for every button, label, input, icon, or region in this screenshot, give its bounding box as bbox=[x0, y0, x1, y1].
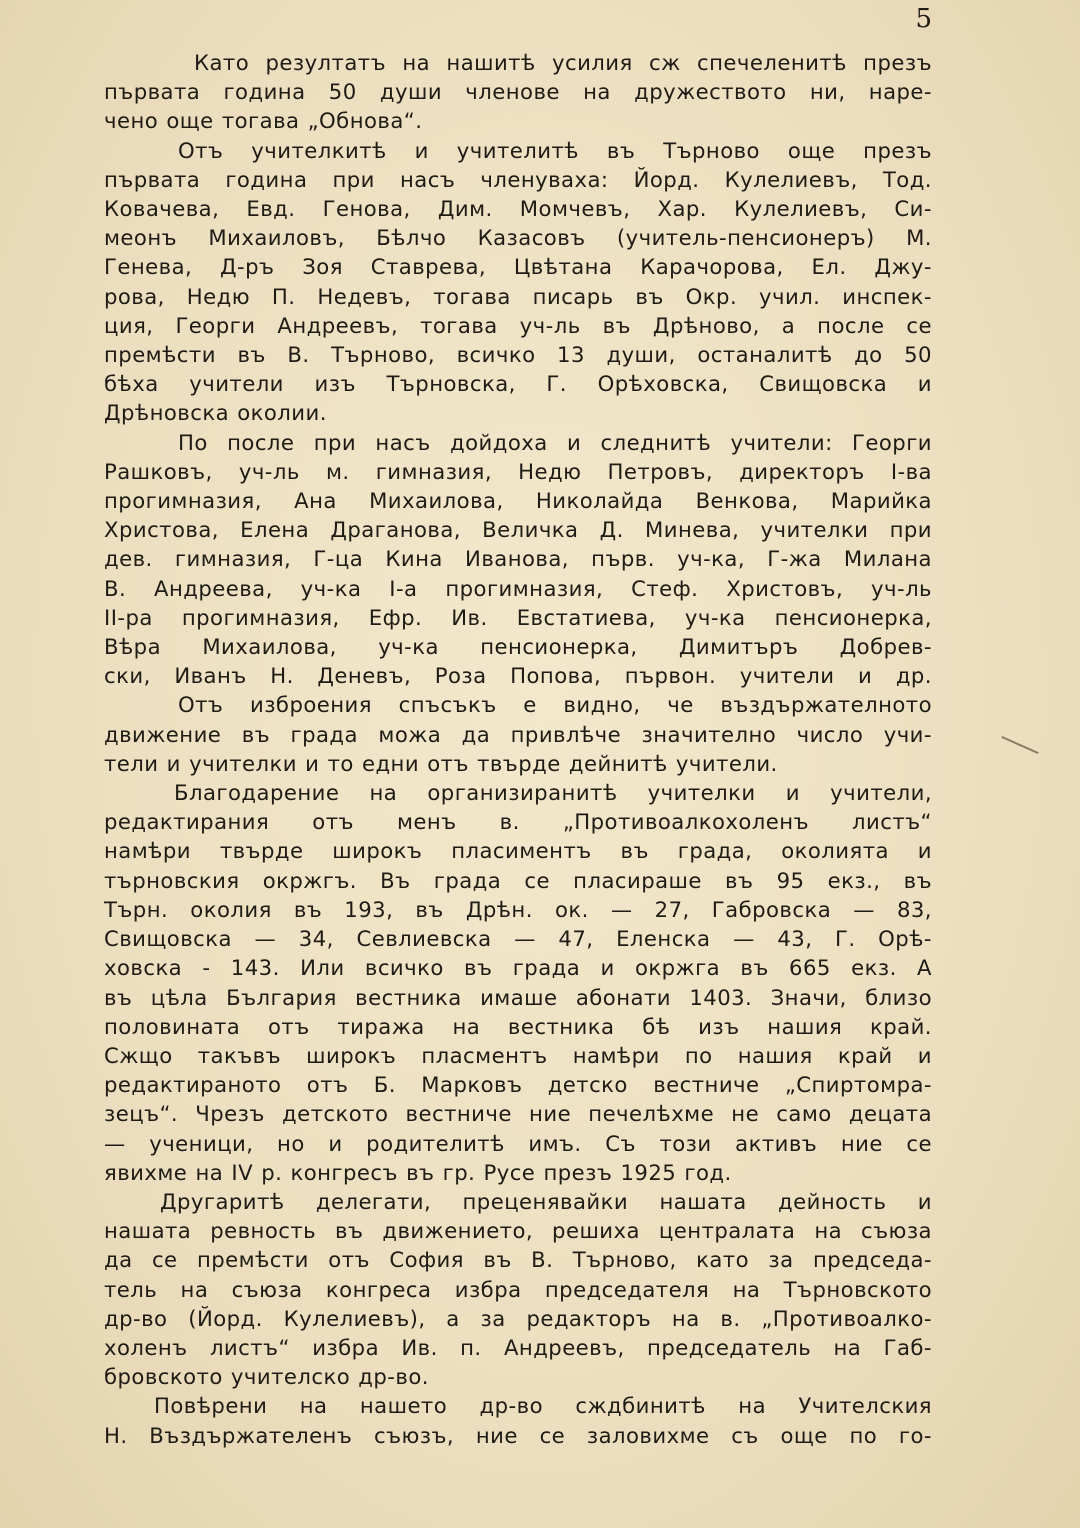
text-line: меонъ Михаиловъ, Бѣлчо Казасовъ (учитель-пенсионеръ) М. bbox=[104, 225, 932, 251]
text-line: II-ра прогимназия, Ефр. Ив. Евстатиева, уч-ка пенсионерка, bbox=[104, 604, 932, 630]
text-line: Дрѣновска околии. bbox=[104, 400, 327, 426]
text-line: прогимназия, Ана Михаилова, Николайда Венкова, Марийка bbox=[104, 488, 932, 514]
text-line: нашата ревность въ движението, решиха централата на съюза bbox=[104, 1218, 932, 1244]
text-line: Отъ учителкитѣ и учителитѣ въ Търново още презъ bbox=[178, 137, 932, 163]
margin-pencil-mark bbox=[1001, 736, 1038, 754]
text-line: зецъ“. Чрезъ детското вестниче ние печелѣхме не само децата bbox=[104, 1101, 932, 1127]
text-line: др-во (Йорд. Кулелиевъ), а за редакторъ на в. „Противоалко- bbox=[104, 1305, 932, 1331]
text-line: редактираното отъ Б. Марковъ детско вестниче „Спиртомра- bbox=[104, 1072, 932, 1098]
text-line: Генева, Д-ръ Зоя Ставрева, Цвѣтана Карачорова, Ел. Джу- bbox=[104, 254, 932, 280]
text-line: Ковачева, Евд. Генова, Дим. Момчевъ, Хар. Кулелиевъ, Си- bbox=[104, 196, 932, 222]
text-line: намѣри твърде широкъ пласиментъ въ града, околията и bbox=[104, 838, 932, 864]
text-line: Като резултатъ на нашитѣ усилия сж спечеленитѣ презъ bbox=[194, 50, 932, 75]
text-line: да се премѣсти отъ София въ В. Търново, като за председа- bbox=[104, 1247, 932, 1273]
text-line: холенъ листъ“ избра Ив. п. Андреевъ, председатель на Габ- bbox=[104, 1334, 932, 1360]
text-line: Повѣрени на нашето др-во сждбинитѣ на Учителския bbox=[154, 1393, 932, 1419]
text-line: дев. гимназия, Г-ца Кина Иванова, първ. уч-ка, Г-жа Милана bbox=[104, 546, 932, 572]
text-line: въ цѣла България вестника имаше абонати 1403. Значи, близо bbox=[104, 984, 932, 1010]
text-line: чено още тогава „Обнова“. bbox=[104, 108, 423, 134]
text-line: Н. Въздържателенъ съюзъ, ние се заловихме съ още по го- bbox=[104, 1422, 932, 1448]
text-line: бровското учителско др-во. bbox=[104, 1364, 429, 1390]
text-line: половината отъ тиража на вестника бѣ изъ нашия край. bbox=[104, 1013, 932, 1039]
text-line: Сжщо такъвъ широкъ пласментъ намѣри по нашия край и bbox=[104, 1042, 932, 1068]
text-line: Търн. околия въ 193, въ Дрѣн. ок. — 27, Габровска — 83, bbox=[104, 896, 932, 922]
text-line: Свищовска — 34, Севлиевска — 47, Еленска — 43, Г. Орѣ- bbox=[104, 926, 932, 952]
text-line: търновския окржгъ. Въ града се пласираше въ 95 екз., въ bbox=[104, 867, 932, 893]
text-line: ски, Иванъ Н. Деневъ, Роза Попова, първон. учители и др. bbox=[104, 663, 932, 689]
text-line: По после при насъ дойдоха и следнитѣ учители: Георги bbox=[178, 429, 932, 455]
text-line: редактирания отъ менъ в. „Противоалкохоленъ листъ“ bbox=[104, 809, 932, 835]
text-line: ция, Георги Андреевъ, тогава уч-ль въ Дрѣново, а после се bbox=[104, 312, 932, 338]
text-line: рова, Недю П. Недевъ, тогава писарь въ Окр. учил. инспек- bbox=[104, 283, 932, 309]
text-line: първата година 50 души членове на дружеството ни, наре- bbox=[104, 79, 932, 105]
text-line: тель на съюза конгреса избра председателя на Търновското bbox=[104, 1276, 932, 1302]
text-line: — ученици, но и родителитѣ имъ. Съ този активъ ние се bbox=[104, 1130, 932, 1156]
text-line: Другаритѣ делегати, преценявайки нашата дейность и bbox=[160, 1188, 932, 1214]
text-line: Отъ изброения спъсъкъ е видно, че въздържателното bbox=[178, 692, 932, 718]
text-line: Благодарение на организиранитѣ учителки и учители, bbox=[174, 780, 932, 806]
text-line: първата година при насъ членуваха: Йорд. Кулелиевъ, Тод. bbox=[104, 166, 932, 192]
text-line: В. Андреева, уч-ка I-а прогимназия, Стеф. Христовъ, уч-ль bbox=[104, 575, 932, 601]
page-number: 5 bbox=[915, 4, 932, 34]
text-line: Рашковъ, уч-ль м. гимназия, Недю Петровъ, директоръ I-ва bbox=[104, 458, 932, 484]
body-text bbox=[104, 48, 932, 1450]
text-line: премѣсти въ В. Търново, всичко 13 души, останалитѣ до 50 bbox=[104, 342, 932, 368]
text-line: ховска - 143. Или всичко въ града и окржга въ 665 екз. А bbox=[104, 955, 932, 981]
text-line: бѣха учители изъ Търновска, Г. Орѣховска, Свищовска и bbox=[104, 371, 932, 397]
text-line: тели и учителки и то едни отъ твърде дейнитѣ учители. bbox=[104, 750, 778, 776]
text-line: явихме на IV р. конгресъ въ гр. Русе презъ 1925 год. bbox=[104, 1159, 732, 1185]
text-line: движение въ града можа да привлѣче значително число учи- bbox=[104, 721, 932, 747]
text-line: Христова, Елена Драганова, Величка Д. Минева, учителки при bbox=[104, 517, 932, 543]
text-line: Вѣра Михаилова, уч-ка пенсионерка, Димитъръ Добрев- bbox=[104, 634, 932, 660]
